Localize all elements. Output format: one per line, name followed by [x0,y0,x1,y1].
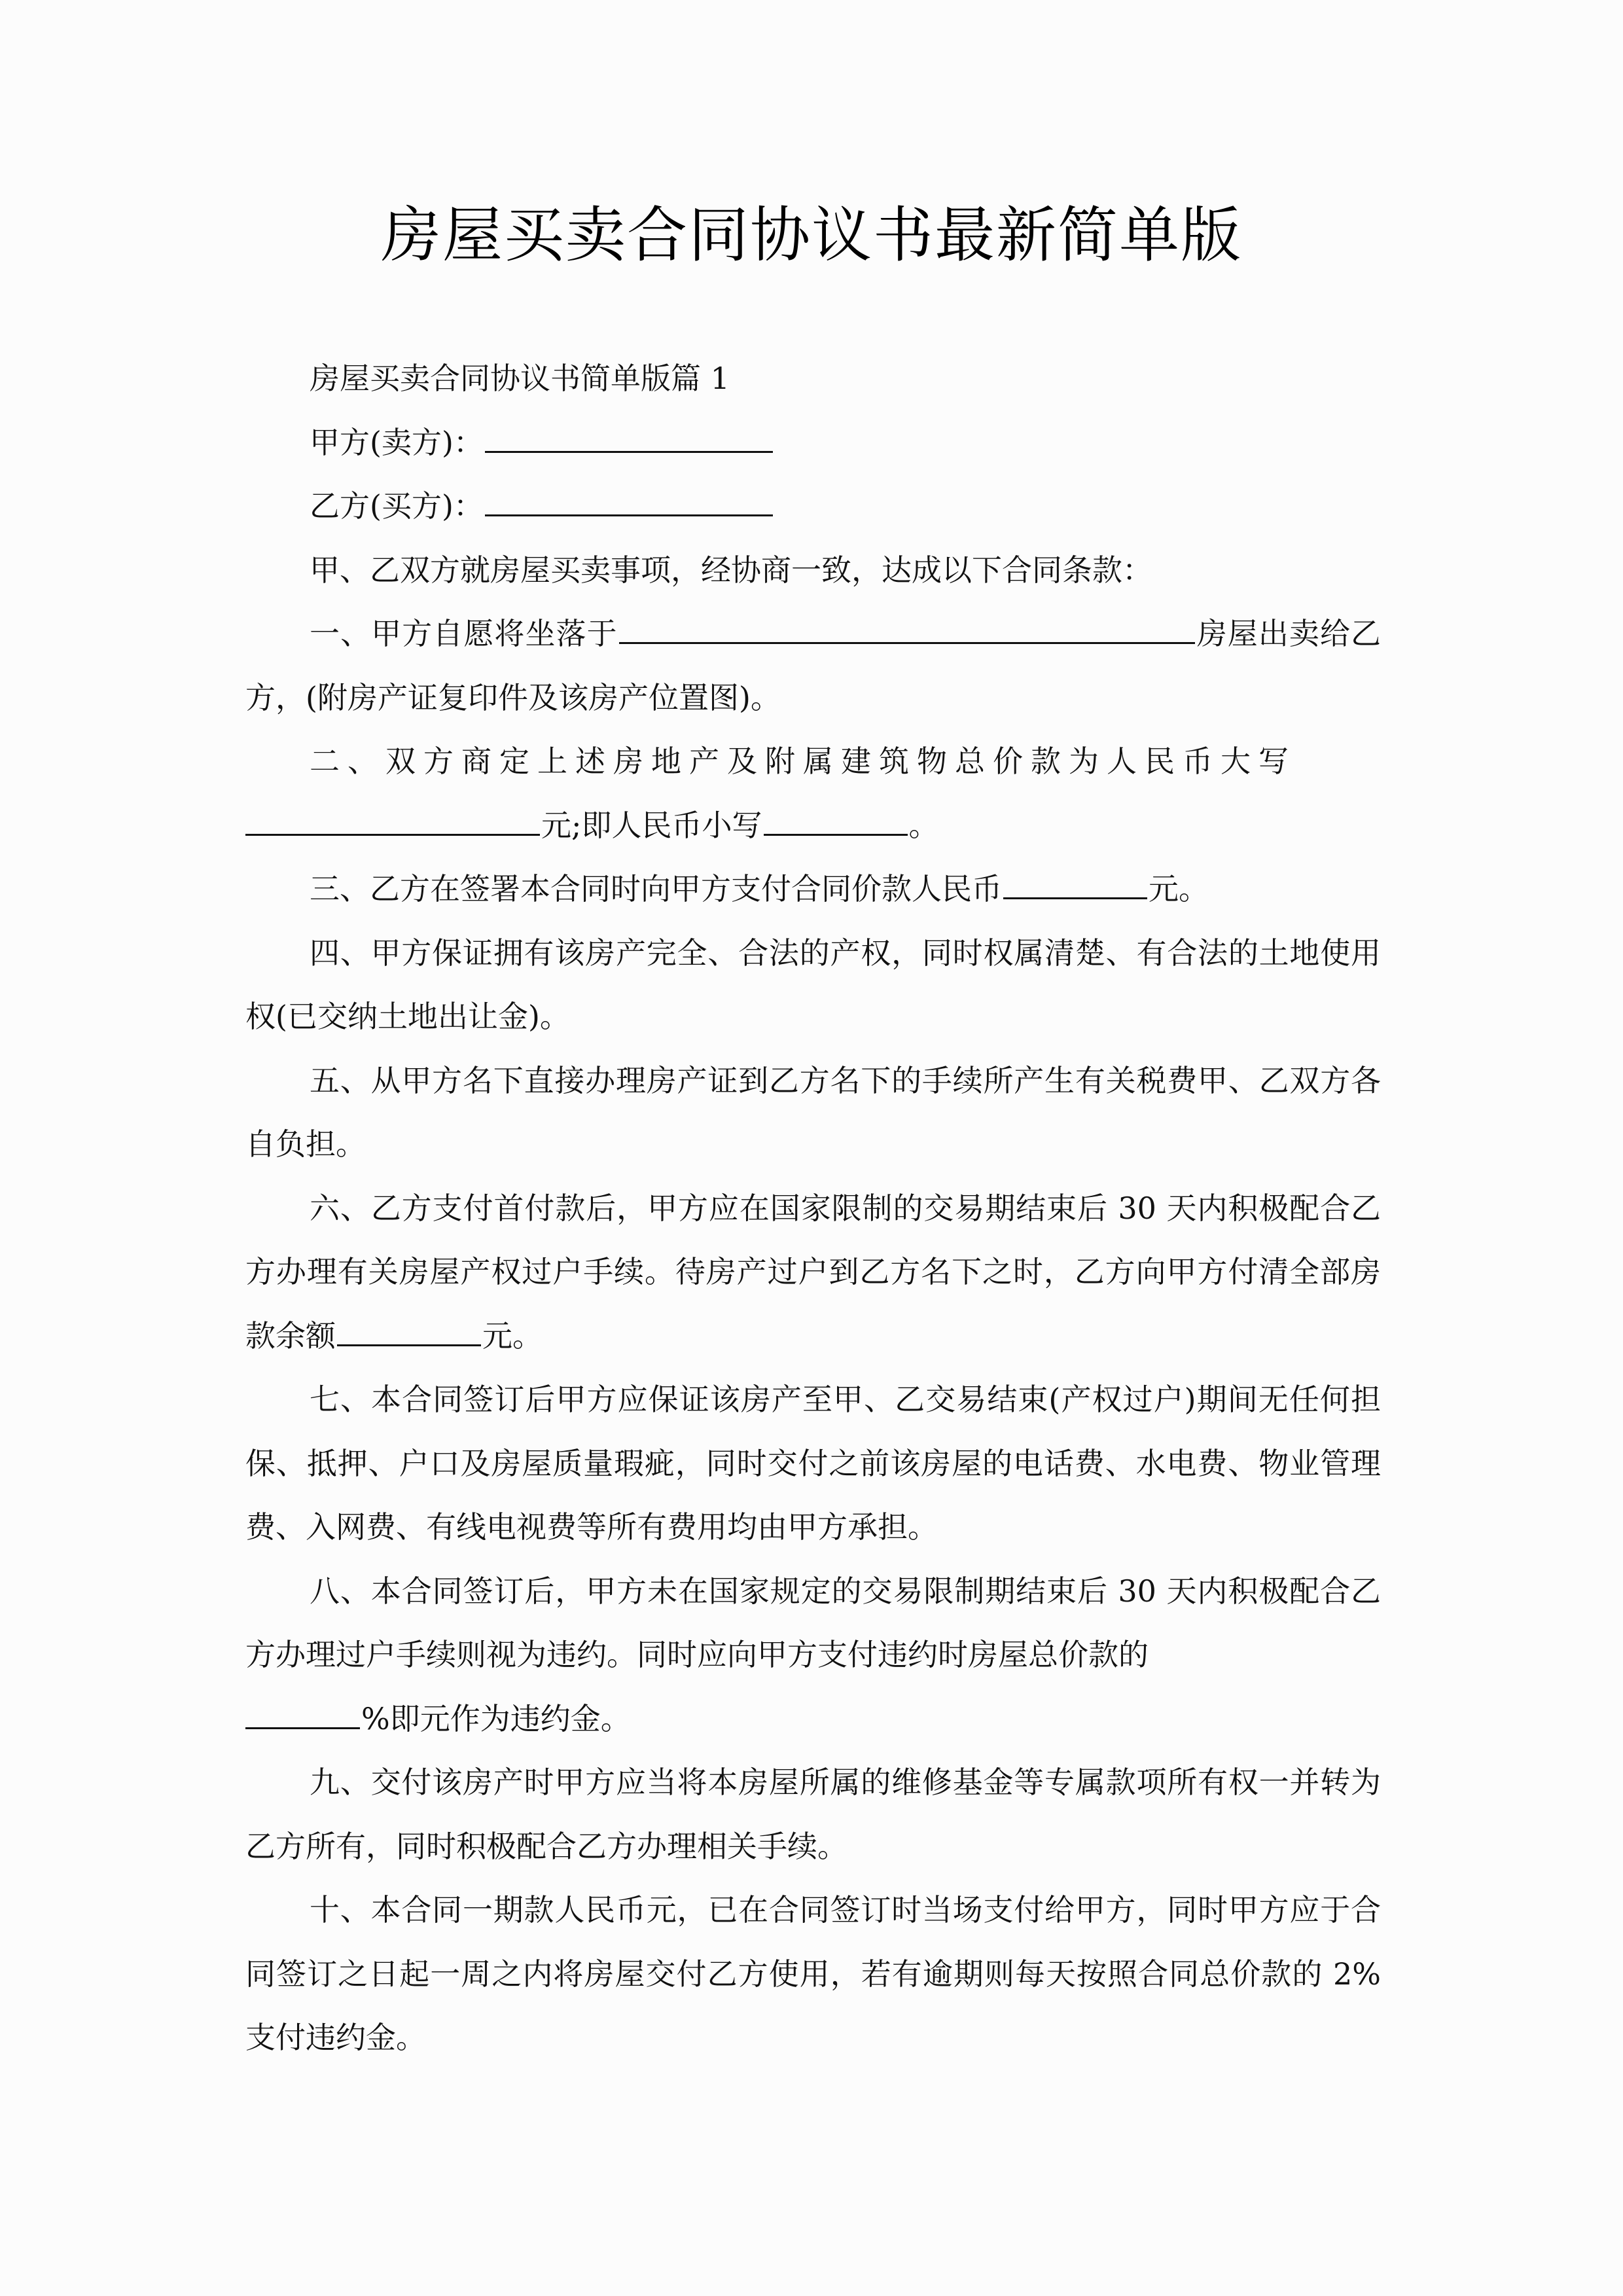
party-a-blank[interactable] [485,421,773,453]
party-b-line [245,475,1381,539]
document-body [245,347,1381,2070]
intro-paragraph: 甲、乙双方就房屋买卖事项，经协商一致，达成以下合同条款： [310,552,1152,588]
deposit-amount-blank[interactable] [1003,867,1147,899]
party-a-line [245,411,1381,475]
clause-3-text-before: 三、乙方在签署本合同时向甲方支付合同价款人民币 [310,871,1002,906]
party-a-label: 甲方(卖方)： [310,424,484,460]
clause-2-text-after: 。 [908,807,939,843]
clause-1-text-before: 一、甲方自愿将坐落于 [310,616,618,651]
clause-6 [245,1177,1381,1369]
clause-3 [245,857,1381,922]
clause-8 [245,1560,1381,1751]
party-b-blank[interactable] [485,484,773,516]
clause-1 [245,602,1381,730]
clause-7: 七、本合同签订后甲方应保证该房产至甲、乙交易结束(产权过户)期间无任何担保、抵押、户口及房屋质量瑕疵，同时交付之前该房屋的电话费、水电费、物业管理费、入网费、有线电视费等所有费用均由甲方承担。 [245,1382,1381,1545]
clause-2-text-before: 二、双方商定上述房地产及附属建筑物总价款为人民币大写 [310,744,1296,779]
property-location-blank[interactable] [619,612,1195,644]
party-b-label: 乙方(买方)： [310,488,484,524]
total-price-numeric-blank[interactable] [764,804,908,836]
clause-3-text-after: 元。 [1149,871,1209,906]
clause-10: 十、本合同一期款人民币元，已在合同签订时当场支付给甲方，同时甲方应于合同签订之日起一周之内将房屋交付乙方使用，若有逾期则每天按照合同总价款的 2%支付违约金。 [245,1892,1381,2055]
document-title: 房屋买卖合同协议书最新简单版 [380,200,1242,270]
clause-8-text-before: 八、本合同签订后，甲方未在国家规定的交易限制期结束后 30 天内积极配合乙方办理过户手续则视为违约。同时应向甲方支付违约时房屋总价款的 [245,1573,1381,1672]
clause-6-text-after: 元。 [482,1318,543,1354]
penalty-percent-blank[interactable] [245,1697,360,1729]
total-price-uppercase-blank[interactable] [245,804,540,836]
balance-amount-blank[interactable] [337,1314,481,1346]
clause-8-text-after: %即元作为违约金。 [361,1700,631,1736]
clause-4: 四、甲方保证拥有该房产完全、合法的产权，同时权属清楚、有合法的土地使用权(已交纳土地出让金)。 [245,935,1381,1034]
clause-1-text-after: 房屋出卖给乙方，(附房产证复印件及该房产位置图)。 [245,616,1381,715]
clause-2 [245,730,1381,857]
section-heading: 房屋买卖合同协议书简单版篇 1 [310,361,730,396]
clause-2-text-mid: 元;即人民币小写 [541,807,762,843]
clause-5: 五、从甲方名下直接办理房产证到乙方名下的手续所产生有关税费甲、乙双方各自负担。 [245,1062,1381,1162]
clause-6-text-before: 六、乙方支付首付款后，甲方应在国家限制的交易期结束后 30 天内积极配合乙方办理有关房屋产权过户手续。待房产过户到乙方名下之时，乙方向甲方付清全部房款余额 [245,1190,1381,1354]
clause-9: 九、交付该房产时甲方应当将本房屋所属的维修基金等专属款项所有权一并转为乙方所有，同时积极配合乙方办理相关手续。 [245,1765,1381,1864]
